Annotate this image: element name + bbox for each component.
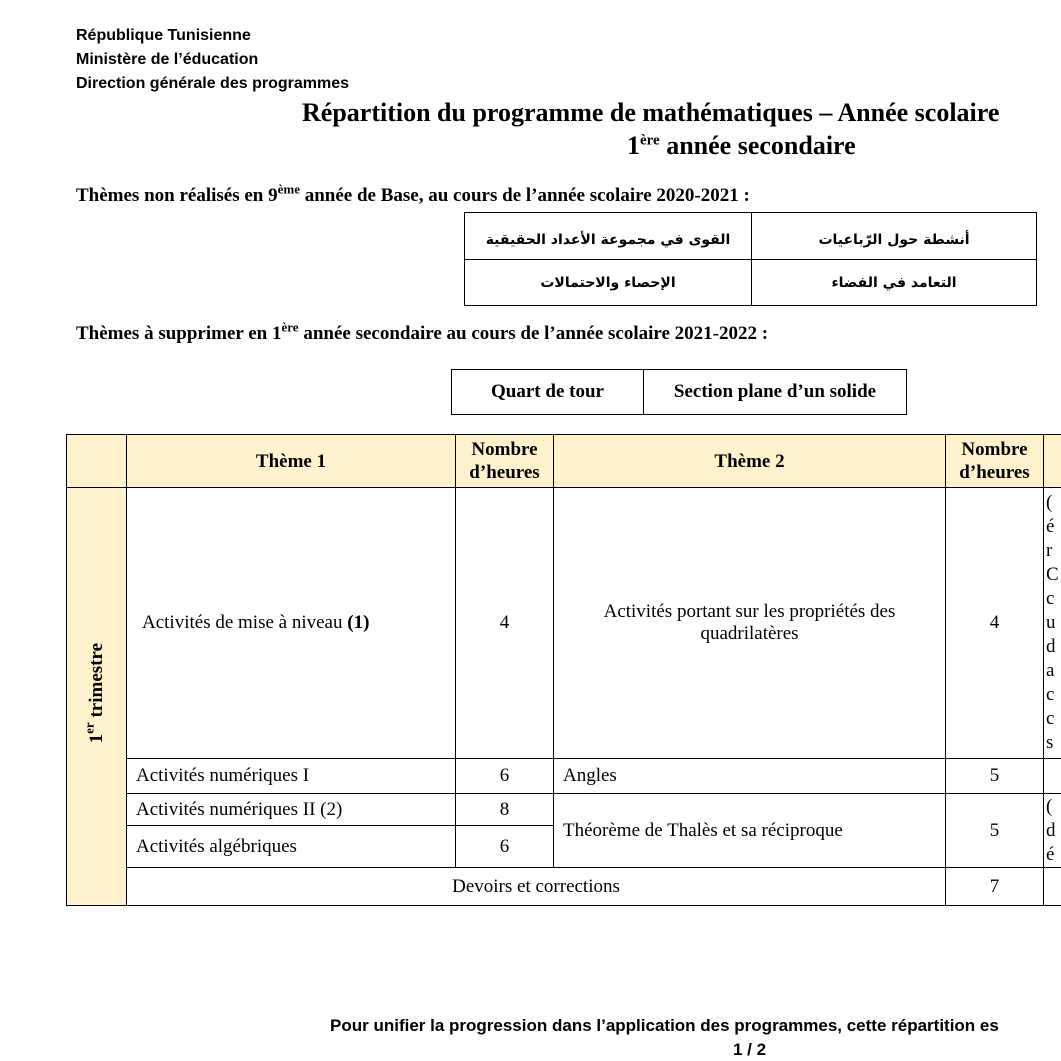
section-removed-title: Thèmes à supprimer en 1ère année secondaire au cours de l’année scolaire 2021-2022 : xyxy=(76,319,769,344)
header-theme1: Thème 1 xyxy=(127,435,456,488)
theme-cell: Quart de tour xyxy=(452,370,644,415)
cut-off-cell: ( é r C c u d a c c s xyxy=(1044,488,1061,759)
page-number: 1 / 2 xyxy=(733,1040,767,1059)
header-theme2: Thème 2 xyxy=(554,435,946,488)
theme2-cell: Activités portant sur les propriétés des quadrilatères xyxy=(554,488,946,759)
header-hours1: Nombre d’heures xyxy=(456,435,554,488)
trimester-label: 1er trimestre xyxy=(67,488,127,906)
unrealized-themes-table xyxy=(464,212,1037,306)
hours1-cell: 4 xyxy=(456,488,554,759)
cut-off-cell: ( d é xyxy=(1044,794,1061,868)
devoirs-hours-cell: 7 xyxy=(946,868,1044,906)
header-direction: Direction générale des programmes xyxy=(76,75,349,92)
cut-off-cell xyxy=(1044,759,1061,794)
page-subtitle: 1ère année secondaire xyxy=(627,131,856,160)
theme2-cell: Théorème de Thalès et sa réciproque xyxy=(554,794,946,868)
theme-cell: القوى في مجموعة الأعداد الحقيقية xyxy=(465,213,752,260)
hours2-cell: 5 xyxy=(946,759,1044,794)
table-row xyxy=(67,759,1061,794)
theme-cell: الإحصاء والاحتمالات xyxy=(465,260,752,306)
header-ministry: Ministère de l’éducation xyxy=(76,51,259,68)
corner-cell xyxy=(67,435,127,488)
header-cut xyxy=(1044,435,1061,488)
theme-cell: أنشطة حول الرّباعيات xyxy=(752,213,1037,260)
theme1-cell: Activités numériques II (2) xyxy=(127,794,456,826)
table-row xyxy=(67,868,1061,906)
devoirs-cell: Devoirs et corrections xyxy=(127,868,946,906)
hours1-cell: 6 xyxy=(456,826,554,868)
hours1-cell: 6 xyxy=(456,759,554,794)
theme1-cell: Activités de mise à niveau (1) xyxy=(127,488,456,759)
table-row xyxy=(67,488,1061,759)
cut-off-cell xyxy=(1044,868,1061,906)
removed-themes-table xyxy=(451,369,907,415)
theme1-cell: Activités numériques I xyxy=(127,759,456,794)
section-unrealized-title: Thèmes non réalisés en 9ème année de Base, au cours de l’année scolaire 2020-2021 : xyxy=(76,181,750,206)
theme2-cell: Angles xyxy=(554,759,946,794)
table-row xyxy=(67,794,1061,826)
theme1-cell: Activités algébriques xyxy=(127,826,456,868)
program-table xyxy=(66,434,1061,906)
theme-cell: التعامد في الفضاء xyxy=(752,260,1037,306)
footer-note: Pour unifier la progression dans l’application des programmes, cette répartition es xyxy=(330,1016,999,1035)
header-republic: République Tunisienne xyxy=(76,27,251,44)
hours1-cell: 8 xyxy=(456,794,554,826)
theme-cell: Section plane d’un solide xyxy=(644,370,907,415)
hours2-cell: 4 xyxy=(946,488,1044,759)
header-hours2: Nombre d’heures xyxy=(946,435,1044,488)
page-title: Répartition du programme de mathématiques – Année scolaire xyxy=(302,98,1000,127)
hours2-cell: 5 xyxy=(946,794,1044,868)
